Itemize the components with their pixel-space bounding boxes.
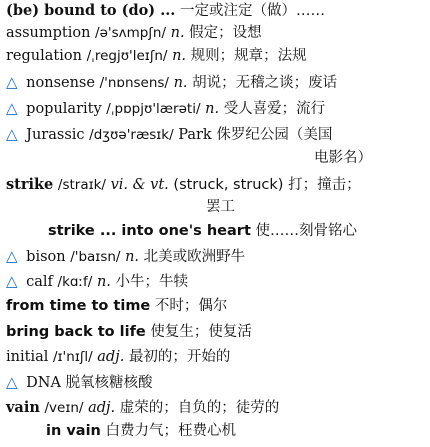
headword: bring back to life: [6, 324, 146, 340]
headword: bison: [26, 249, 66, 265]
headword: strike: [6, 176, 54, 193]
triangle-marker-icon: △: [6, 73, 18, 91]
headword: regulation: [6, 48, 82, 64]
meaning: 脱氧核糖核酸: [65, 375, 153, 391]
entry-popularity: [6, 98, 325, 119]
meaning: 侏罗纪公园（美国: [216, 127, 333, 143]
meaning: (struck, struck) 打；撞击；: [173, 177, 361, 193]
meaning: 假定；设想: [189, 25, 262, 41]
triangle-marker-icon: △: [6, 373, 18, 391]
phonetic: /kɑːf/: [57, 274, 93, 290]
entry-from-time-to-time: [6, 296, 227, 317]
triangle-marker-icon: △: [6, 99, 18, 117]
part-of-speech: n.: [172, 48, 187, 64]
headword: from time to time: [6, 298, 151, 314]
entry-nonsense: [6, 72, 337, 93]
phonetic: /straɪk/: [57, 177, 106, 193]
meaning-continued: 电影名）: [314, 150, 372, 166]
triangle-marker-icon: △: [6, 125, 18, 143]
phonetic: /ɪ'nɪʃl/: [52, 349, 93, 365]
entry-strike-continued: [206, 197, 235, 218]
phonetic: /dʒʊə'ræsɪk/: [89, 127, 174, 143]
headword: strike ... into one's heart: [48, 223, 251, 239]
part-of-speech: n.: [205, 101, 220, 117]
phonetic: /veɪn/: [44, 400, 84, 416]
entry-vain: [6, 397, 279, 418]
entry-assumption: [6, 23, 262, 44]
phonetic: /'baɪsn/: [70, 249, 121, 265]
meaning: 不时；偶尔: [154, 298, 228, 314]
meaning: 最初的；开始的: [128, 349, 231, 365]
part-of-speech: n.: [173, 75, 188, 91]
part-of-speech: adj.: [97, 349, 125, 365]
phonetic: /ˌpɒpjʊ'lærəti/: [106, 101, 201, 117]
meaning: 北美或欧洲野牛: [143, 249, 246, 265]
entry-strike-into-heart: [48, 221, 357, 242]
part-of-speech: n.: [125, 249, 140, 265]
part-of-speech: vi. & vt.: [110, 177, 169, 193]
headword: calf: [26, 274, 53, 290]
headword-suffix: Park: [178, 127, 212, 143]
entry-strike: [6, 174, 361, 195]
meaning: 白费力气；枉费心机: [105, 423, 236, 439]
phonetic: /ˌregjʊ'leɪʃn/: [86, 48, 168, 64]
headword: DNA: [26, 375, 61, 391]
headword: nonsense: [26, 75, 95, 91]
phonetic: /ə'sʌmpʃn/: [95, 25, 166, 41]
meaning: 使复生；使复活: [150, 324, 252, 340]
triangle-marker-icon: △: [6, 247, 18, 265]
entry-in-vain: [46, 421, 236, 442]
headword: vain: [6, 399, 40, 416]
entry-calf: [6, 271, 188, 292]
part-of-speech: n.: [170, 25, 185, 41]
meaning: 受人喜爱；流行: [223, 101, 326, 117]
meaning: 使……刻骨铭心: [255, 223, 357, 239]
part-of-speech: n.: [96, 274, 111, 290]
entry-jurassic-park-continued: [314, 148, 372, 169]
entry-initial: [6, 347, 230, 368]
headword: in vain: [46, 423, 101, 439]
entry-jurassic-park: [6, 124, 332, 145]
entry-bring-back-to-life: [6, 322, 252, 343]
meaning: 虚荣的；自负的；徒劳的: [119, 400, 280, 416]
headword: assumption: [6, 25, 91, 41]
part-of-speech: adj.: [88, 400, 116, 416]
meaning: 一定或注定（做）……: [179, 3, 325, 19]
phonetic: /'nɒnsens/: [99, 75, 169, 91]
meaning-continued: 罢工: [206, 199, 235, 215]
entry-bison: [6, 246, 245, 267]
entry-bound-to: [6, 0, 325, 21]
entry-dna: [6, 372, 153, 393]
entry-regulation: [6, 46, 307, 67]
headword: Jurassic: [26, 127, 85, 143]
meaning: 规则；规章；法规: [190, 48, 307, 64]
headword: (be) bound to (do) ...: [6, 2, 176, 19]
meaning: 胡说；无稽之谈；废话: [192, 75, 338, 91]
headword: initial: [6, 349, 49, 365]
headword: popularity: [26, 101, 102, 117]
triangle-marker-icon: △: [6, 272, 18, 290]
meaning: 小牛；牛犊: [115, 274, 189, 290]
